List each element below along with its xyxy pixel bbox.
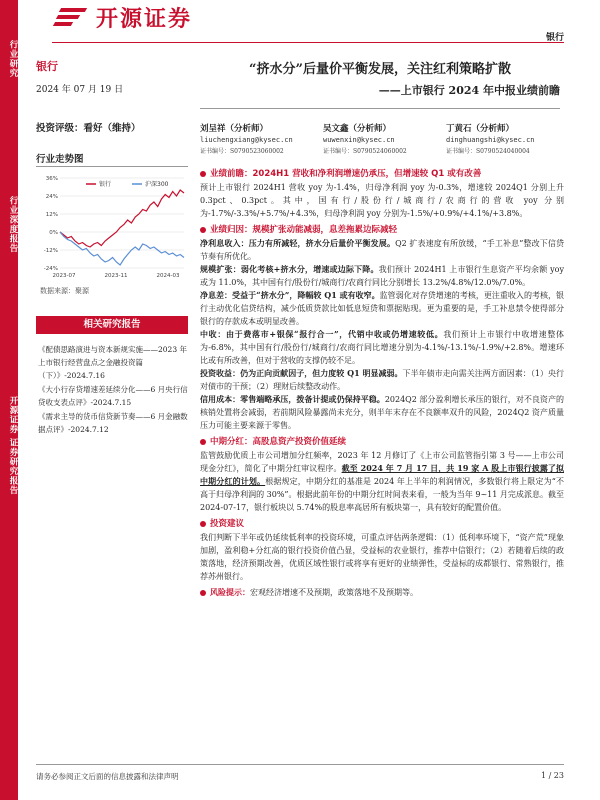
author-name: 刘呈祥（分析师） (200, 124, 269, 134)
company-name: 开源证券 (96, 6, 193, 32)
report-title: “挤水分”后量价平衡发展，关注红利策略扩散 (249, 62, 511, 77)
investment-rating: 投资评级：看好（维持） (36, 123, 141, 134)
author-card (200, 122, 318, 155)
section-heading: 投资建议 (200, 517, 564, 531)
y-tick-label: -12% (43, 248, 58, 254)
risk-note: 风险提示：宏观经济增速不及预期，政策落地不及预期等。 (200, 586, 564, 599)
report-subtitle: ——上市银行 2024 年中报业绩前瞻 (378, 84, 560, 97)
series-line-csi300 (60, 232, 184, 265)
author-card (446, 122, 564, 155)
legend-label: 沪深300 (145, 181, 169, 188)
footer-rule (36, 764, 564, 765)
related-report-date: -2024.7.16 (64, 371, 105, 380)
y-tick-label: 36% (45, 176, 58, 182)
report-date: 2024 年 07 月 19 日 (36, 85, 124, 95)
related-reports-title: 相关研究报告 (36, 316, 188, 334)
author-license: 证书编号：S0790524060002 (323, 148, 407, 155)
y-tick-label: 12% (45, 212, 58, 218)
left-meta (36, 58, 190, 95)
paragraph: 监管鼓励优质上市公司增加分红频率，2023 年 12 月修订了《上市公司监管指引第 3 号——上市公司现金分红》，简化了中期分红审议程序。截至 2024 年 7 月 17 日，共 19 家 A 股上市银行披露了拟中期分红的计划。根据规定，中期分红的基准是 2024 年上半年的利润情况，多数银行将上限定为“不高于归母净利润的 30%”。根据此前年份的中期分红时间表来看，一般为当年 9~11 月完成派息。截至 2024-07-17，银行板块以 5.74%的股息率高居所有板块第一，具有较好的配置价值。 (200, 451, 565, 512)
side-tab-securities-report: 开源证券 证券研究报告 (8, 396, 18, 495)
related-report-title: 《大小行存贷增速差延续分化——6 月央行信贷收支表点评》 (38, 385, 188, 407)
author-name: 丁黄石（分析师） (446, 124, 515, 134)
author-email[interactable]: liuchengxiang@kysec.cn (200, 136, 293, 144)
author-license: 证书编号：S0790524040004 (446, 148, 530, 155)
author-email[interactable]: wuwenxin@kysec.cn (323, 136, 395, 144)
logo-mark-icon (54, 6, 90, 28)
trend-rule (36, 166, 188, 167)
related-report-date: -2024.7.15 (90, 398, 132, 407)
y-tick-label: -24% (43, 266, 58, 272)
title-rule (200, 108, 560, 109)
paragraph: 规模扩张：弱化考核+挤水分，增速或边际下降。我们预计 2024H1 上市银行生息资产平均余额 yoy 或为 11.0%，其中国有行/股份行/城商行/农商行同比分别增长 13.2%/4.8%/12.0%/7.0%。 (200, 264, 564, 287)
y-tick-label: 24% (45, 194, 58, 200)
side-tab-industry-research: 行业研究 (8, 40, 18, 78)
x-tick-label: 2023-11 (104, 273, 128, 279)
author-card (323, 122, 441, 155)
company-logo (54, 4, 192, 30)
footer-disclaimer[interactable]: 请务必参阅正文后面的信息披露和法律声明 (36, 772, 179, 781)
side-tab-depth-report: 行业深度报告 (8, 196, 18, 253)
paragraph: 净利息收入：压力有所减轻，挤水分后量价平衡发展。Q2 扩表速度有所放缓，“手工补息”整改下信贷节奏有所优化。 (200, 238, 565, 261)
author-name: 吴文鑫（分析师） (323, 124, 392, 134)
x-tick-label: 2024-03 (156, 273, 180, 279)
author-license: 证书编号：S0790523060002 (200, 148, 284, 155)
section-heading: 业绩前瞻：2024H1 营收和净利润增速仍承压，但增速较 Q1 或有改善 (200, 167, 564, 181)
legend-label: 银行 (99, 181, 112, 188)
paragraph: 投资收益：仍为正向贡献因子，但力度较 Q1 明显减弱。下半年债市走向需关注两方面因素：（1）央行对债市的干预；（2）理财后续整改动作。 (200, 368, 564, 391)
paragraph: 我们判断下半年或仍延续低利率的投资环境，可重点评估两条逻辑：（1）低利率环境下，“资产荒”现象加剧，盈利稳+分红高的银行投资价值凸显，受益标的农业银行，推荐中信银行；（2）若随着后续的政策落地，经济预期改善，优质区域性银行或将享有更好的业绩弹性，受益标的成都银行、常熟银行，推荐苏州银行。 (200, 533, 564, 581)
bullet-icon (200, 171, 206, 177)
related-report-title: 《需求主导的货币信贷新节奏——6 月金融数据点评》 (38, 412, 188, 434)
header-industry: 银行 (545, 33, 564, 43)
left-industry: 银行 (36, 60, 58, 73)
data-source: 数据来源：聚源 (40, 287, 89, 295)
related-reports-list (38, 343, 188, 437)
page-number: 1 / 23 (540, 771, 564, 780)
bullet-icon (200, 590, 206, 596)
x-tick-label: 2023-07 (52, 273, 76, 279)
report-body (200, 164, 564, 599)
header-rule (52, 42, 564, 43)
paragraph: 中收：由于费落市+银保“报行合一”，代销中收或仍增速较低。我们预计上市银行中收增速整体为-6.8%，其中国有行/股份行/城商行/农商行同比增速分别为-4.1%/-13.1%/-1.9%/+2.8%。增速环比或有所改善，但对于营收的支撑仍较不足。 (200, 329, 565, 365)
trend-chart (36, 172, 188, 284)
paragraph: 预计上市银行 2024H1 营收 yoy 为-1.4%，归母净利润 yoy 为-0.3%，增速较 2024Q1 分别上升 0.3pct、0.3pct。其中，国有行/股份行/城商行/农商行的营收 yoy 分别为-1.7%/-3.3%/+5.7%/+4.3%，归母净利润 yoy 分别为-1.5%/+0.9%/+4.1%/+3.8%。 (200, 183, 564, 218)
related-report-date: -2024.7.12 (68, 425, 109, 434)
paragraph: 信用成本：零售端略承压，拨备计提或仍保持平稳。2024Q2 部分盈利增长承压的银行，对不良资产的核销处置将会减弱，若前期风险暴露尚未充分，则半年末存在不良额率双升的风险，2024Q2 资产质量压力可能主要来源于零售。 (200, 394, 564, 430)
bullet-icon (200, 439, 206, 445)
bullet-icon (200, 227, 206, 233)
series-line-bank (60, 190, 184, 247)
related-report[interactable] (38, 383, 188, 409)
trend-title: 行业走势图 (36, 154, 84, 165)
bullet-icon (200, 521, 206, 527)
y-tick-label: 0% (49, 230, 58, 236)
related-report[interactable] (38, 410, 188, 436)
related-report-title: 《配债思路演进与资本新规实施——2023 年上市银行经营盘点之金融投资篇（下）》 (38, 345, 187, 380)
side-band (0, 0, 18, 800)
related-report[interactable] (38, 343, 188, 382)
author-email[interactable]: dinghuangshi@kysec.cn (446, 136, 535, 144)
author-list (200, 122, 564, 155)
section-heading: 业绩归因：规模扩张动能减弱，息差拖累边际减轻 (200, 223, 564, 237)
section-heading: 中期分红：高股息资产投资价值延续 (200, 435, 564, 449)
paragraph: 净息差：受益于“挤水分”，降幅较 Q1 或有收窄。监管弱化对存贷增速的考核，更注重收入的考核，银行主动优化信贷结构，减少低质贷款比如低息短贷和票据贴现。更为重要的是，手工补息禁令使得部分银行的存款成本或明显改善。 (200, 290, 565, 326)
